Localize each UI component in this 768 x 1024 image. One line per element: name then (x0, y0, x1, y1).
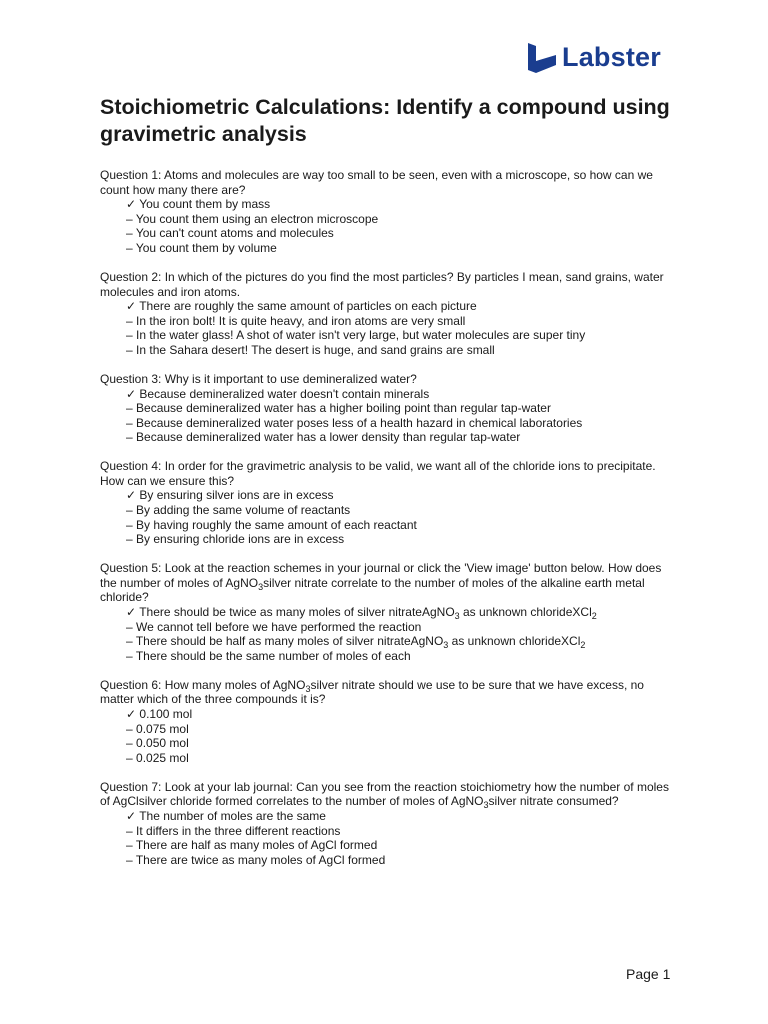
dash-icon: – (126, 342, 133, 357)
answer-option (126, 241, 680, 256)
text-segment: Question 3: Why is it important to use demineralized water? (100, 371, 417, 386)
text-segment: You count them using an electron microscope (135, 211, 379, 226)
text-segment: In the water glass! A shot of water isn't very large, but water molecules are super tiny (136, 328, 586, 343)
answer-options (100, 488, 680, 546)
text-segment: 0.075 mol (136, 721, 189, 736)
dash-icon: – (126, 430, 133, 445)
check-mark-icon: ✓ (126, 386, 137, 401)
answer-options (100, 299, 680, 357)
dash-icon: – (126, 211, 133, 226)
text-segment: There should be twice as many moles of silver nitrateAgNO (139, 605, 455, 619)
answer-option (126, 751, 680, 766)
text-segment: 0.050 mol (136, 736, 189, 751)
question-block (100, 678, 680, 766)
dash-icon: – (126, 532, 133, 547)
answer-option (126, 736, 680, 751)
answer-option (126, 634, 680, 649)
answer-option (126, 226, 680, 241)
labster-logo-text: Labster (562, 42, 661, 72)
answer-option (126, 518, 680, 533)
text-segment: Because demineralized water has a lower density than regular tap-water (136, 430, 521, 445)
question-block (100, 561, 680, 663)
text-segment: 0.100 mol (139, 706, 193, 721)
text-segment: 0.025 mol (136, 750, 189, 765)
subscript: 2 (591, 611, 597, 621)
text-segment: By ensuring chloride ions are in excess (136, 532, 345, 547)
text-segment: Because demineralized water has a higher boiling point than regular tap-water (136, 401, 551, 416)
correct-answer (126, 605, 680, 620)
text-segment: You can't count atoms and molecules (135, 226, 334, 241)
text-segment: You count them by volume (135, 240, 277, 255)
answer-option (126, 722, 680, 737)
question-block (100, 168, 680, 256)
dash-icon: – (126, 313, 133, 328)
text-segment: The number of moles are the same (139, 808, 326, 823)
answer-option (126, 532, 680, 547)
correct-answer (126, 387, 680, 402)
page-number: Page 1 (626, 966, 671, 982)
text-segment: Question 7: Look at your lab journal: Can you see from the reaction stoichiometry how the number of moles of AgClsilver chloride formed correlates to the number of moles of AgNO (100, 779, 669, 809)
question-block (100, 270, 680, 358)
dash-icon: – (126, 226, 133, 241)
question-block (100, 780, 680, 868)
question-block (100, 372, 680, 445)
dash-icon: – (126, 401, 133, 416)
answer-options (100, 809, 680, 867)
correct-answer (126, 197, 680, 212)
dash-icon: – (126, 503, 133, 518)
dash-icon: – (126, 648, 133, 663)
text-segment: There should be half as many moles of silver nitrateAgNO (135, 634, 444, 649)
text-segment: Question 6: How many moles of AgNO (100, 677, 306, 692)
text-segment: Because demineralized water poses less of a health hazard in chemical laboratories (136, 415, 583, 430)
document-title: Stoichiometric Calculations: Identify a compound using gravimetric analysis (100, 95, 670, 146)
dash-icon: – (126, 750, 133, 765)
subscript: 3 (443, 640, 449, 651)
text-segment: silver nitrate correlate to the number of moles of the alkaline earth metal chloride? (100, 575, 645, 605)
answer-option (126, 416, 680, 431)
text-segment: We cannot tell before we have performed the reaction (136, 619, 422, 634)
question-list (100, 168, 680, 882)
question-text (100, 561, 680, 605)
text-segment: You count them by mass (139, 197, 271, 212)
text-segment: By ensuring silver ions are in excess (139, 488, 334, 503)
answer-options (100, 197, 680, 255)
text-segment: By having roughly the same amount of each reactant (136, 517, 417, 532)
answer-option (126, 649, 680, 664)
text-segment: There are roughly the same amount of particles on each picture (139, 299, 477, 314)
answer-option (126, 838, 680, 853)
text-segment: Because demineralized water doesn't contain minerals (139, 386, 430, 401)
dash-icon: – (126, 852, 133, 867)
text-segment: silver nitrate should we use to be sure that we have excess, no matter which of the three compounds it is? (100, 677, 644, 707)
check-mark-icon: ✓ (126, 706, 137, 721)
text-segment: Question 1: Atoms and molecules are way too small to be seen, even with a microscope, so how can we count how many there are? (100, 168, 653, 197)
text-segment: There are half as many moles of AgCl formed (135, 838, 378, 853)
subscript: 3 (454, 611, 460, 621)
question-text (100, 168, 680, 197)
answer-option (126, 824, 680, 839)
dash-icon: – (126, 634, 133, 649)
dash-icon: – (126, 240, 133, 255)
dash-icon: – (126, 736, 133, 751)
text-segment: In the iron bolt! It is quite heavy, and iron atoms are very small (136, 313, 466, 328)
subscript: 3 (258, 581, 264, 592)
check-mark-icon: ✓ (126, 808, 137, 823)
labster-logo-icon (528, 43, 556, 73)
check-mark-icon: ✓ (126, 605, 137, 619)
text-segment: Question 4: In order for the gravimetric analysis to be valid, we want all of the chloride ions to precipitate. How can we ensure this? (100, 459, 656, 488)
check-mark-icon: ✓ (126, 299, 137, 314)
question-text (100, 459, 680, 488)
answer-option (126, 328, 680, 343)
answer-option (126, 314, 680, 329)
dash-icon: – (126, 838, 133, 853)
answer-options (100, 387, 680, 445)
text-segment: as unknown chlorideXCl (448, 634, 581, 649)
text-segment: as unknown chlorideXCl (459, 605, 592, 619)
dash-icon: – (126, 517, 133, 532)
text-segment: It differs in the three different reactions (136, 823, 341, 838)
labster-logo (528, 42, 661, 73)
answer-option (126, 853, 680, 868)
answer-option (126, 212, 680, 227)
answer-options (100, 605, 680, 663)
question-text (100, 678, 680, 707)
correct-answer (126, 809, 680, 824)
question-text (100, 372, 680, 387)
dash-icon: – (126, 823, 133, 838)
answer-option (126, 430, 680, 445)
dash-icon: – (126, 328, 133, 343)
correct-answer (126, 299, 680, 314)
answer-option (126, 503, 680, 518)
text-segment: Question 5: Look at the reaction schemes in your journal or click the 'View image' button below. How does the number of moles of AgNO (100, 561, 662, 590)
text-segment: There are twice as many moles of AgCl formed (135, 852, 386, 867)
answer-option (126, 343, 680, 358)
check-mark-icon: ✓ (126, 488, 137, 503)
text-segment: Question 2: In which of the pictures do you find the most particles? By particles I mean, sand grains, water molecules and iron atoms. (100, 269, 664, 299)
subscript: 3 (483, 800, 489, 811)
dash-icon: – (126, 619, 133, 634)
answer-option (126, 401, 680, 416)
check-mark-icon: ✓ (126, 197, 137, 212)
subscript: 3 (305, 683, 311, 694)
text-segment: There should be the same number of moles of each (135, 648, 411, 663)
dash-icon: – (126, 415, 133, 430)
subscript: 2 (580, 640, 586, 651)
question-block (100, 459, 680, 547)
answer-options (100, 707, 680, 765)
question-text (100, 780, 680, 809)
question-text (100, 270, 680, 299)
answer-option (126, 620, 680, 635)
correct-answer (126, 488, 680, 503)
text-segment: In the Sahara desert! The desert is huge, and sand grains are small (136, 342, 495, 357)
text-segment: silver nitrate consumed? (488, 794, 619, 809)
correct-answer (126, 707, 680, 722)
dash-icon: – (126, 721, 133, 736)
text-segment: By adding the same volume of reactants (136, 503, 351, 518)
